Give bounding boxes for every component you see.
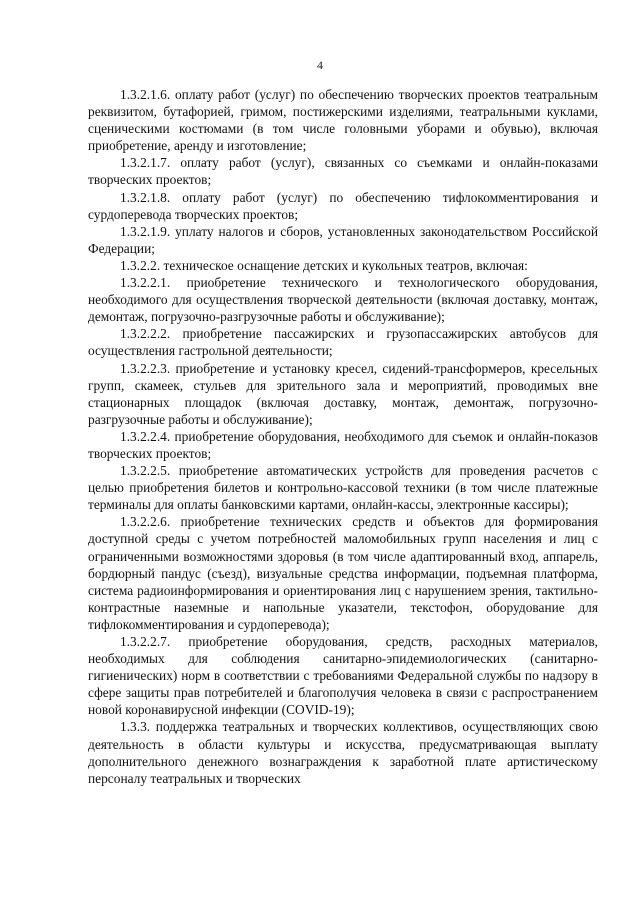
paragraph-1-3-2-1-6: 1.3.2.1.6. оплату работ (услуг) по обеспечению творческих проектов театральным реквизитом, бутафорией, гримом, постижерскими изделиями, театральными куклами, сценическими костюмами (в том числе головными уборами и обувью), включая приобретение, аренду и изготовление; — [88, 87, 598, 154]
paragraph-1-3-2-2: 1.3.2.2. техническое оснащение детских и кукольных театров, включая: — [120, 257, 528, 273]
document-body — [88, 86, 598, 787]
paragraph-1-3-3: 1.3.3. поддержка театральных и творческих коллективов, осуществляющих свою деятельность в области культуры и искусства, предусматривающая выплату дополнительного денежного вознаграждения к заработной плате артистическому персоналу театральных и творческих — [88, 719, 598, 786]
page-number: 4 — [317, 58, 323, 72]
paragraph-1-3-2-2-2: 1.3.2.2.2. приобретение пассажирских и грузопассажирских автобусов для осуществления гастрольной деятельности; — [88, 326, 598, 359]
paragraph-1-3-2-2-7: 1.3.2.2.7. приобретение оборудования, средств, расходных материалов, необходимых для соблюдения санитарно-эпидемиологических (санитарно-гигиенических) норм в соответствии с требованиями Федеральной службы по надзору в сфере защиты прав потребителей и благополучия человека в связи с распространением новой коронавирусной инфекции (COVID-19); — [88, 634, 598, 718]
paragraph-1-3-2-2-1: 1.3.2.2.1. приобретение технического и технологического оборудования, необходимого для осуществления творческой деятельности (включая доставку, монтаж, демонтаж, погрузочно-разгрузочные работы и обслуживание); — [88, 275, 598, 325]
paragraph-1-3-2-1-9: 1.3.2.1.9. уплату налогов и сборов, установленных законодательством Российской Федерации; — [88, 223, 598, 256]
paragraph-1-3-2-2-5: 1.3.2.2.5. приобретение автоматических устройств для проведения расчетов с целью приобретения билетов и контрольно-кассовой техники (в том числе платежные терминалы для оплаты банковскими картами, онлайн-кассы, электронные кассиры); — [88, 463, 598, 513]
paragraph-1-3-2-1-8: 1.3.2.1.8. оплату работ (услуг) по обеспечению тифлокомментирования и сурдоперевода творческих проектов; — [88, 189, 598, 222]
paragraph-1-3-2-2-3: 1.3.2.2.3. приобретение и установку кресел, сидений-трансформеров, кресельных групп, скамеек, стульев для зрительного зала и мероприятий, проводимых вне стационарных площадок (включая доставку, монтаж, демонтаж, погрузочно-разгрузочные работы и обслуживание); — [88, 360, 598, 427]
paragraph-1-3-2-1-7: 1.3.2.1.7. оплату работ (услуг), связанных со съемками и онлайн-показами творческих проектов; — [88, 155, 598, 188]
paragraph-1-3-2-2-4: 1.3.2.2.4. приобретение оборудования, необходимого для съемок и онлайн-показов творческих проектов; — [88, 428, 598, 461]
paragraph-1-3-2-2-6: 1.3.2.2.6. приобретение технических средств и объектов для формирования доступной среды с учетом потребностей маломобильных групп населения и лиц с ограниченными возможностями здоровья (в том числе адаптированный вход, аппарель, бордюрный пандус (съезд), визуальные средства информации, подъемная платформа, система радиоинформирования и ориентирования лиц с нарушением зрения, тактильно-контрастные наземные и напольные указатели, текстофон, оборудование для тифлокомментирования и сурдоперевода); — [88, 514, 598, 632]
